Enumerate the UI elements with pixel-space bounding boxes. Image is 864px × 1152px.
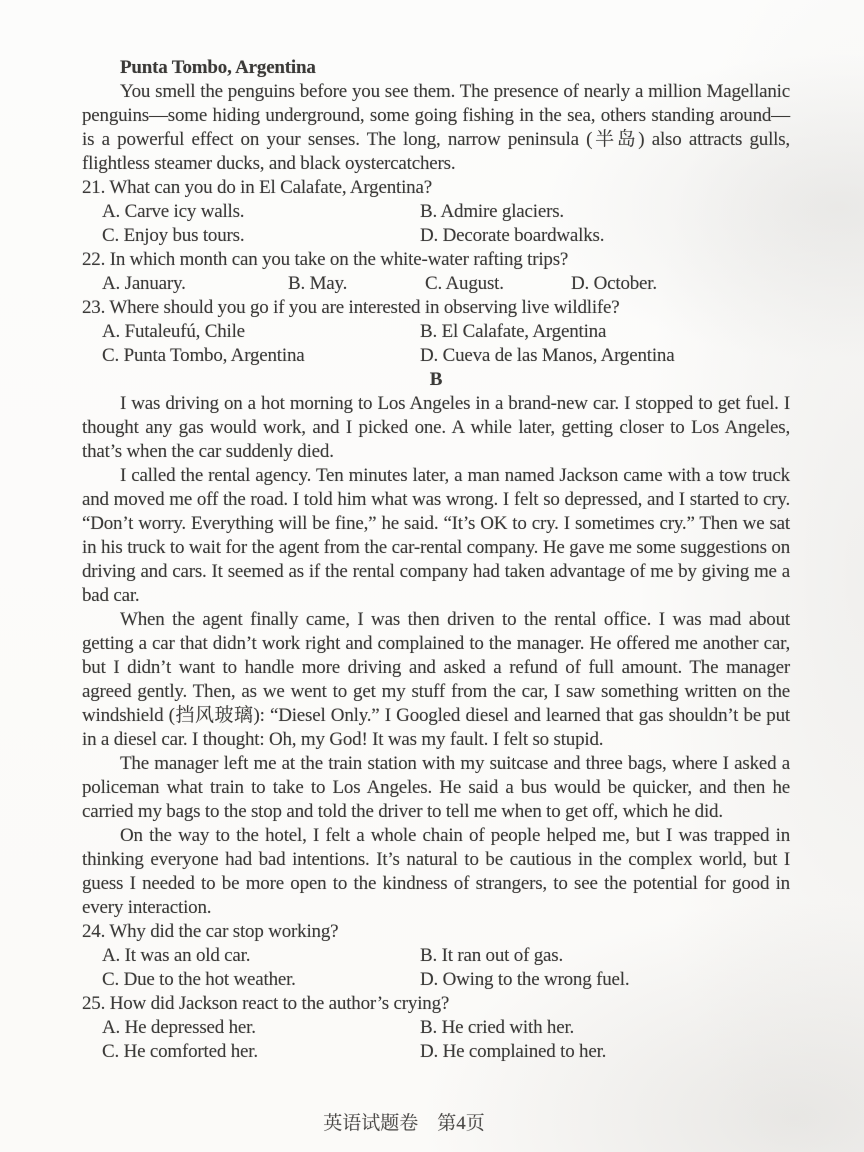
option-23-b: B. El Calafate, Argentina: [420, 321, 607, 342]
question-25-options: [82, 1016, 790, 1064]
page-content: [82, 56, 790, 1064]
question-23-text: 23. Where should you go if you are interested in observing live wildlife?: [82, 297, 620, 318]
option-25-b: B. He cried with her.: [420, 1017, 575, 1038]
option-23-c: C. Punta Tombo, Argentina: [102, 345, 305, 366]
option-21-c: C. Enjoy bus tours.: [102, 225, 245, 246]
option-25-c: C. He comforted her.: [102, 1041, 258, 1062]
passage-b-paragraph-2: I called the rental agency. Ten minutes later, a man named Jackson came with a tow truck and moved me off the road. I told him what was wrong. I felt so depressed, and I started to cry. “Don’t worry. Everything will be fine,” he said. “It’s OK to cry. I sometimes cry.” Then we sat in his truck to wait for the agent from the car-rental company. He gave me some suggestions on driving and cars. It seemed as if the rental company had taken advantage of me by giving me a bad car.: [82, 465, 790, 606]
option-25-d: D. He complained to her.: [420, 1041, 607, 1062]
passage-b-paragraph-5: On the way to the hotel, I felt a whole chain of people helped me, but I was trapped in thinking everyone had bad intentions. It’s natural to be cautious in the complex world, but I guess I needed to be more open to the kindness of strangers, to see the potential for good in every interaction.: [82, 825, 790, 918]
question-22: [82, 248, 790, 296]
question-25-text: 25. How did Jackson react to the author’s crying?: [82, 993, 450, 1014]
option-21-b: B. Admire glaciers.: [420, 201, 564, 222]
question-21-options: [82, 200, 790, 248]
option-24-b: B. It ran out of gas.: [420, 945, 564, 966]
option-23-d: D. Cueva de las Manos, Argentina: [420, 345, 675, 366]
option-24-d: D. Owing to the wrong fuel.: [420, 969, 630, 990]
passage-b-paragraph-1: I was driving on a hot morning to Los Angeles in a brand-new car. I stopped to get fuel. I thought any gas would work, and I picked one. A while later, getting closer to Los Angeles, that’s when the car suddenly died.: [82, 393, 790, 462]
question-23-options: [82, 320, 790, 368]
passage-b-paragraph-4: The manager left me at the train station with my suitcase and three bags, where I asked a policeman what train to take to Los Angeles. He said a bus would be quicker, and then he carried my bags to the stop and told the driver to tell me when to get off, which he did.: [82, 753, 790, 822]
passage-b-paragraph-3: When the agent finally came, I was then driven to the rental office. I was mad about getting a car that didn’t work right and complained to the manager. He offered me another car, but I didn’t want to handle more driving and asked a refund of full amount. The manager agreed gently. Then, as we went to get my stuff from the car, I saw something written on the windshield (挡风玻璃): “Diesel Only.” I Googled diesel and learned that gas shouldn’t be put in a diesel car. I thought: Oh, my God! It was my fault. I felt so stupid.: [82, 609, 790, 750]
section-b-label: B: [429, 369, 443, 390]
question-23: [82, 296, 790, 368]
question-22-text: 22. In which month can you take on the white-water rafting trips?: [82, 249, 569, 270]
page-footer: 英语试题卷 第4页: [323, 1113, 485, 1134]
passage-a-paragraph: You smell the penguins before you see them. The presence of nearly a million Magellanic penguins—some hiding underground, some going fishing in the sea, others standing around—is a powerful effect on your senses. The long, narrow peninsula (半岛) also attracts gulls, flightless steamer ducks, and black oystercatchers.: [82, 81, 790, 174]
question-22-options: [82, 272, 790, 296]
question-24-options: [82, 944, 790, 992]
option-23-a: A. Futaleufú, Chile: [102, 321, 245, 342]
option-22-d: D. October.: [571, 273, 657, 294]
option-24-a: A. It was an old car.: [102, 945, 251, 966]
option-21-d: D. Decorate boardwalks.: [420, 225, 605, 246]
option-24-c: C. Due to the hot weather.: [102, 969, 296, 990]
question-24: [82, 920, 790, 992]
option-21-a: A. Carve icy walls.: [102, 201, 245, 222]
option-22-a: A. January.: [102, 273, 186, 294]
option-22-c: C. August.: [425, 273, 504, 294]
passage-a-heading: Punta Tombo, Argentina: [120, 57, 316, 78]
option-22-b: B. May.: [288, 273, 348, 294]
question-25: [82, 992, 790, 1064]
question-21: [82, 176, 790, 248]
question-21-text: 21. What can you do in El Calafate, Argentina?: [82, 177, 432, 198]
question-24-text: 24. Why did the car stop working?: [82, 921, 339, 942]
option-25-a: A. He depressed her.: [102, 1017, 256, 1038]
